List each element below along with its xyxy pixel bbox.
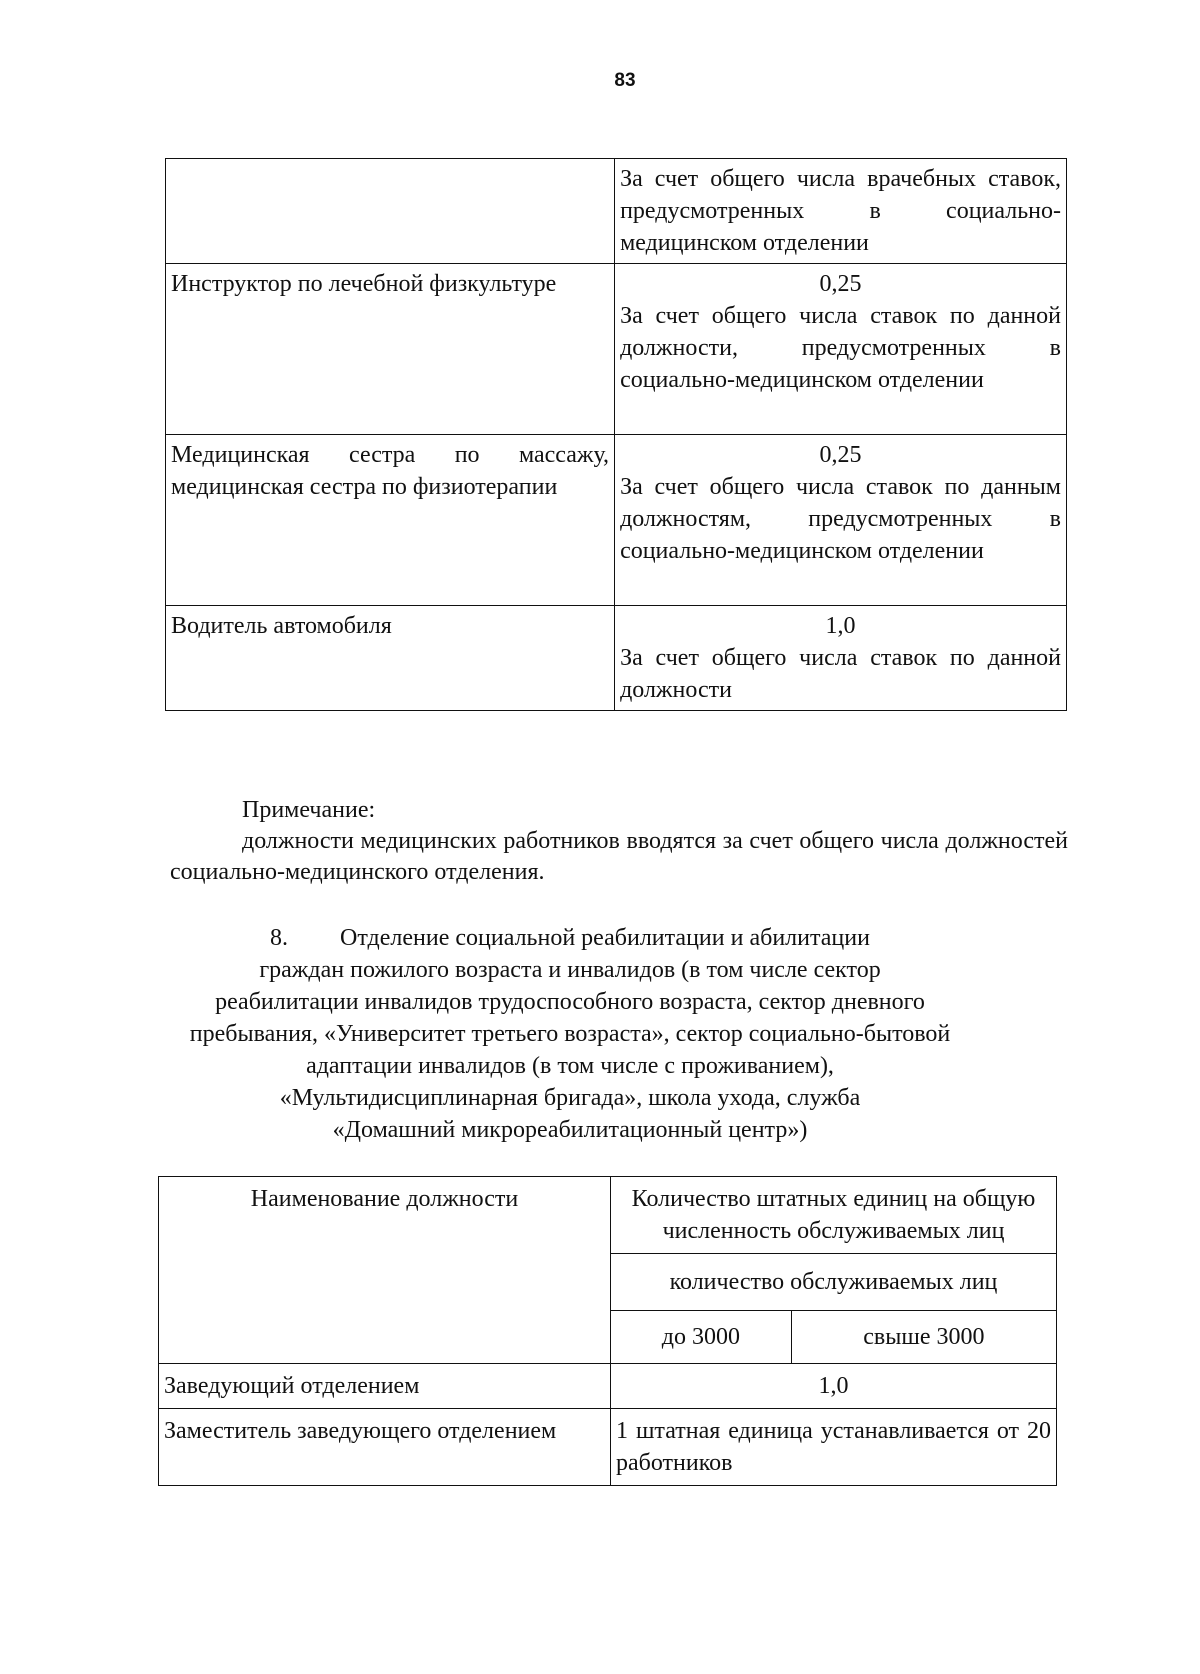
note-text: За счет общего числа ставок по данной должности, предусмотренных в социально-медицинском отделении — [620, 303, 1061, 393]
table-row — [159, 1364, 1057, 1409]
position-cell — [166, 159, 615, 264]
note-text: За счет общего числа ставок по данной должности — [620, 645, 1061, 703]
note-label: Примечание: — [242, 797, 376, 823]
staff-units-value: 1,0 — [611, 1364, 1057, 1409]
value-cell — [615, 264, 1067, 435]
table-row — [166, 606, 1067, 711]
position-cell: Медицинская сестра по массажу, медицинская сестра по физиотерапии — [166, 435, 615, 606]
header-position: Наименование должности — [159, 1177, 611, 1364]
section-title-line: реабилитации инвалидов трудоспособного возраста, сектор дневного — [215, 989, 925, 1015]
value-cell — [615, 435, 1067, 606]
section-title-line — [120, 922, 1020, 954]
position-cell: Водитель автомобиля — [166, 606, 615, 711]
section-title-line: «Домашний микрореабилитационный центр») — [332, 1117, 808, 1143]
section-number: 8. — [270, 925, 289, 951]
staff-units-value: 1 штатная единица устанавливается от 20 работников — [611, 1409, 1057, 1486]
section-title-line: пребывания, «Университет третьего возраста», сектор социально-бытовой — [189, 1021, 951, 1047]
header-staff-units: Количество штатных единиц на общую численность обслуживаемых лиц — [611, 1177, 1057, 1254]
section-title-line: адаптации инвалидов (в том числе с проживанием), — [306, 1053, 834, 1079]
staff-units-value: 1,0 — [825, 613, 856, 639]
header-up-to-3000: до 3000 — [611, 1311, 792, 1364]
table-header-row — [159, 1177, 1057, 1254]
table-row — [166, 264, 1067, 435]
value-cell — [615, 606, 1067, 711]
position-cell: Заведующий отделением — [159, 1364, 611, 1409]
table-row — [166, 435, 1067, 606]
header-served-count: количество обслуживаемых лиц — [611, 1254, 1057, 1311]
position-cell: Инструктор по лечебной физкультуре — [166, 264, 615, 435]
note-text: должности медицинских работников вводятся за счет общего числа должностей социально-медицинского отделения. — [170, 828, 1068, 885]
header-over-3000: свыше 3000 — [791, 1311, 1056, 1364]
staffing-table — [158, 1176, 1057, 1486]
staff-units-value: 0,25 — [819, 442, 862, 468]
note-text: За счет общего числа врачебных ставок, предусмотренных в социально-медицинском отделении — [620, 166, 1061, 256]
note-text: За счет общего числа ставок по данным должностям, предусмотренных в социально-медицинском отделении — [620, 474, 1061, 564]
staffing-table-continued — [165, 158, 1067, 711]
page-number: 83 — [614, 70, 636, 91]
staff-units-value: 0,25 — [819, 271, 862, 297]
note-cell — [615, 159, 1067, 264]
table-row — [159, 1409, 1057, 1486]
section-title-line: граждан пожилого возраста и инвалидов (в том числе сектор — [259, 957, 881, 983]
section-title-line: «Мультидисциплинарная бригада», школа ухода, служба — [279, 1085, 861, 1111]
position-cell: Заместитель заведующего отделением — [159, 1409, 611, 1486]
section-heading — [120, 922, 1020, 1146]
table-row — [166, 159, 1067, 264]
section-title-text: Отделение социальной реабилитации и абилитации — [340, 925, 870, 951]
